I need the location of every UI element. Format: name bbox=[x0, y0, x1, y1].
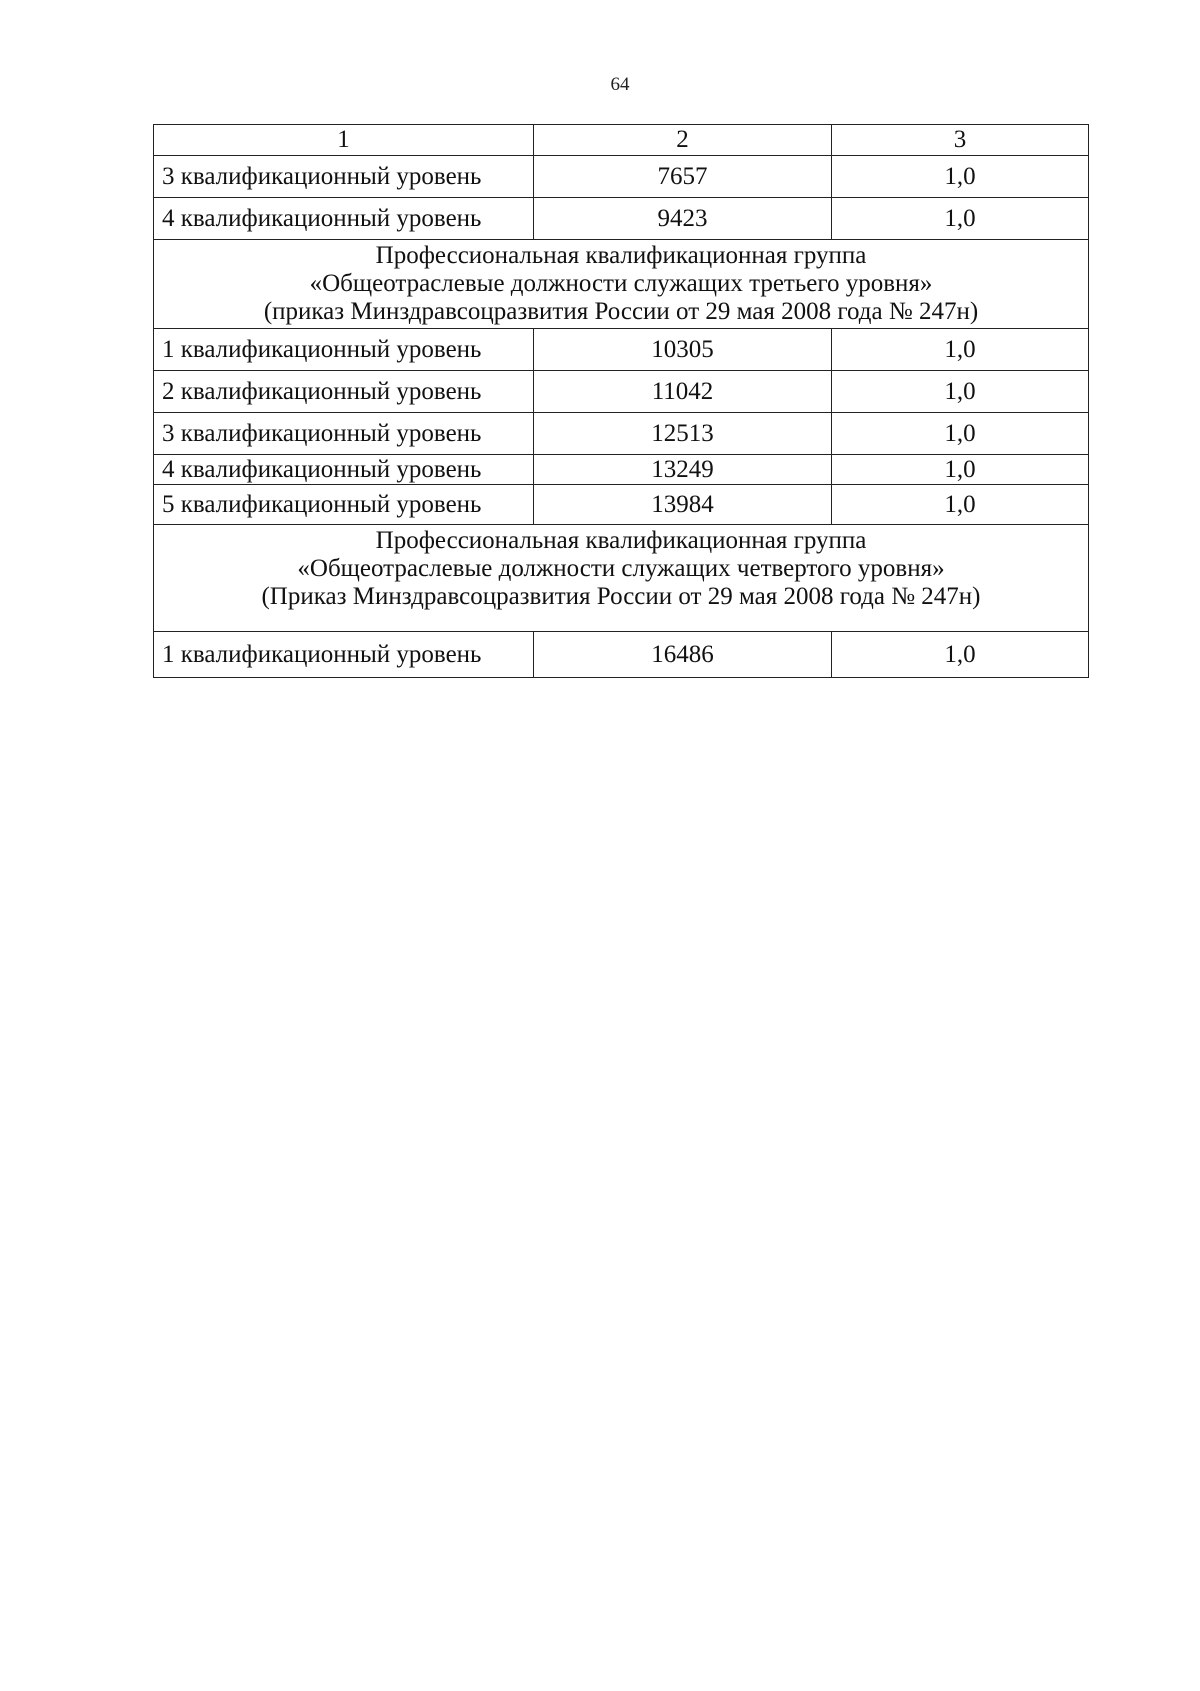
group-heading-third-level bbox=[154, 240, 1089, 329]
qualification-table bbox=[153, 124, 1089, 678]
group-title: Профессиональная квалификационная группа bbox=[375, 527, 867, 554]
salary-cell: 9423 bbox=[534, 198, 832, 240]
level-name-cell: 2 квалификационный уровень bbox=[154, 371, 534, 413]
table-row bbox=[154, 329, 1089, 371]
column-number-1: 1 bbox=[154, 125, 534, 156]
table-header-row bbox=[154, 125, 1089, 156]
page-number: 64 bbox=[610, 74, 630, 95]
group-heading-fourth-level bbox=[154, 525, 1089, 632]
coefficient-cell: 1,0 bbox=[832, 198, 1089, 240]
column-number-2: 2 bbox=[534, 125, 832, 156]
group-name: «Общеотраслевые должности служащих четвертого уровня» bbox=[297, 555, 945, 582]
column-number-3: 3 bbox=[832, 125, 1089, 156]
group-name: «Общеотраслевые должности служащих третьего уровня» bbox=[309, 270, 933, 297]
level-name-cell: 1 квалификационный уровень bbox=[154, 632, 534, 678]
level-name-cell: 4 квалификационный уровень bbox=[154, 455, 534, 485]
group-title: Профессиональная квалификационная группа bbox=[375, 242, 867, 269]
group-order-reference: (приказ Минздравсоцразвития России от 29 мая 2008 года № 247н) bbox=[263, 298, 979, 325]
group-heading-row bbox=[154, 525, 1089, 632]
coefficient-cell: 1,0 bbox=[832, 371, 1089, 413]
level-name-cell: 4 квалификационный уровень bbox=[154, 198, 534, 240]
level-name-cell: 3 квалификационный уровень bbox=[154, 156, 534, 198]
level-name-cell: 5 квалификационный уровень bbox=[154, 485, 534, 525]
coefficient-cell: 1,0 bbox=[832, 413, 1089, 455]
group-order-reference: (Приказ Минздравсоцразвития России от 29 мая 2008 года № 247н) bbox=[261, 583, 981, 610]
coefficient-cell: 1,0 bbox=[832, 485, 1089, 525]
salary-cell: 13984 bbox=[534, 485, 832, 525]
table-row bbox=[154, 371, 1089, 413]
table-row bbox=[154, 198, 1089, 240]
table-row bbox=[154, 156, 1089, 198]
coefficient-cell: 1,0 bbox=[832, 329, 1089, 371]
salary-cell: 7657 bbox=[534, 156, 832, 198]
table-row bbox=[154, 485, 1089, 525]
salary-cell: 12513 bbox=[534, 413, 832, 455]
salary-cell: 11042 bbox=[534, 371, 832, 413]
table-row bbox=[154, 413, 1089, 455]
level-name-cell: 1 квалификационный уровень bbox=[154, 329, 534, 371]
level-name-cell: 3 квалификационный уровень bbox=[154, 413, 534, 455]
salary-cell: 13249 bbox=[534, 455, 832, 485]
salary-cell: 16486 bbox=[534, 632, 832, 678]
coefficient-cell: 1,0 bbox=[832, 455, 1089, 485]
table-row bbox=[154, 632, 1089, 678]
coefficient-cell: 1,0 bbox=[832, 632, 1089, 678]
salary-cell: 10305 bbox=[534, 329, 832, 371]
coefficient-cell: 1,0 bbox=[832, 156, 1089, 198]
table-row bbox=[154, 455, 1089, 485]
group-heading-row bbox=[154, 240, 1089, 329]
